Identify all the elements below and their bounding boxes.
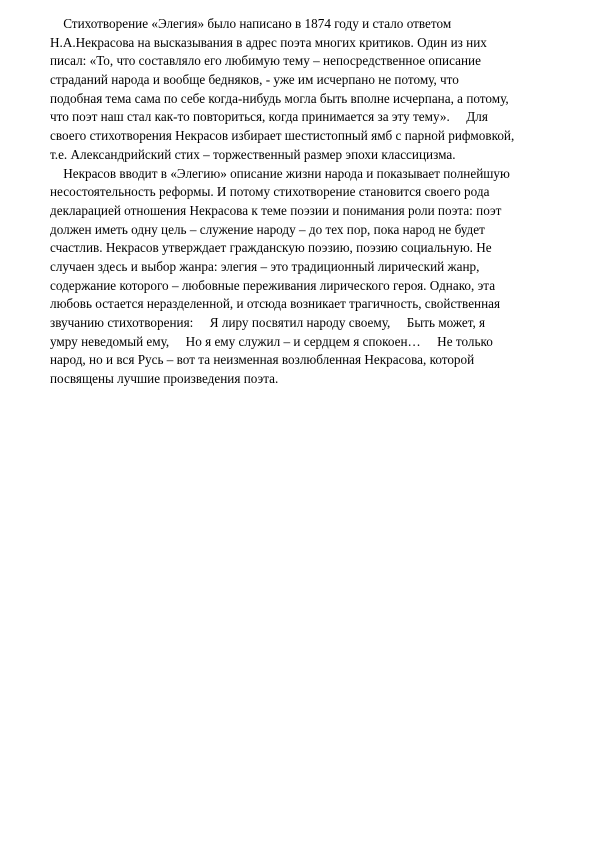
text-line: Стихотворение «Элегия» было написано в 1874 году и стало ответом: [50, 16, 452, 31]
text-line: Некрасов вводит в «Элегию» описание жизни народа и показывает полнейшую: [50, 165, 510, 181]
text-line: своего стихотворения Некрасов избирает шестистопный ямб с парной рифмовкой,: [50, 128, 515, 144]
text-line: должен иметь одну цель – служение народу – до тех пор, пока народ не будет: [50, 221, 485, 237]
text-line: содержание которого – любовные переживания лирического героя. Однако, эта: [50, 277, 496, 293]
text-line: т.е. Александрийский стих – торжественный размер эпохи классицизма.: [50, 146, 456, 162]
text-line: народ, но и вся Русь – вот та неизменная возлюбленная Некрасова, которой: [50, 352, 475, 368]
document-body: [50, 15, 550, 389]
text-line: что поэт наш стал как-то повториться, когда принимается за эту тему». Для: [50, 109, 488, 125]
text-line: Н.А.Некрасова на высказывания в адрес поэта многих критиков. Один из них: [50, 34, 487, 50]
text-line: счастлив. Некрасов утверждает гражданскую поэзию, поэзию социальную. Не: [50, 240, 492, 256]
text-line: страданий народа и вообще бедняков, - уже им исчерпано не потому, что: [50, 72, 459, 88]
text-line: случаен здесь и выбор жанра: элегия – это традиционный лирический жанр,: [50, 258, 480, 274]
text-line: любовь остается неразделенной, и отсюда возникает трагичность, свойственная: [50, 296, 501, 312]
text-line: звучанию стихотворения: Я лиру посвятил народу своему, Быть может, я: [50, 315, 486, 330]
text-line: несостоятельность реформы. И потому стихотворение становится своего рода: [50, 184, 490, 200]
text-line: подобная тема сама по себе когда-нибудь могла быть вполне исчерпана, а потому,: [50, 90, 509, 106]
text-line: посвящены лучшие произведения поэта.: [50, 371, 279, 387]
text-line: декларацией отношения Некрасова к теме поэзии и понимания роли поэта: поэт: [50, 202, 502, 218]
text-line: умру неведомый ему, Но я ему служил – и сердцем я спокоен… Не только: [50, 333, 493, 349]
text-line: писал: «То, что составляло его любимую тему – непосредственное описание: [50, 53, 481, 69]
